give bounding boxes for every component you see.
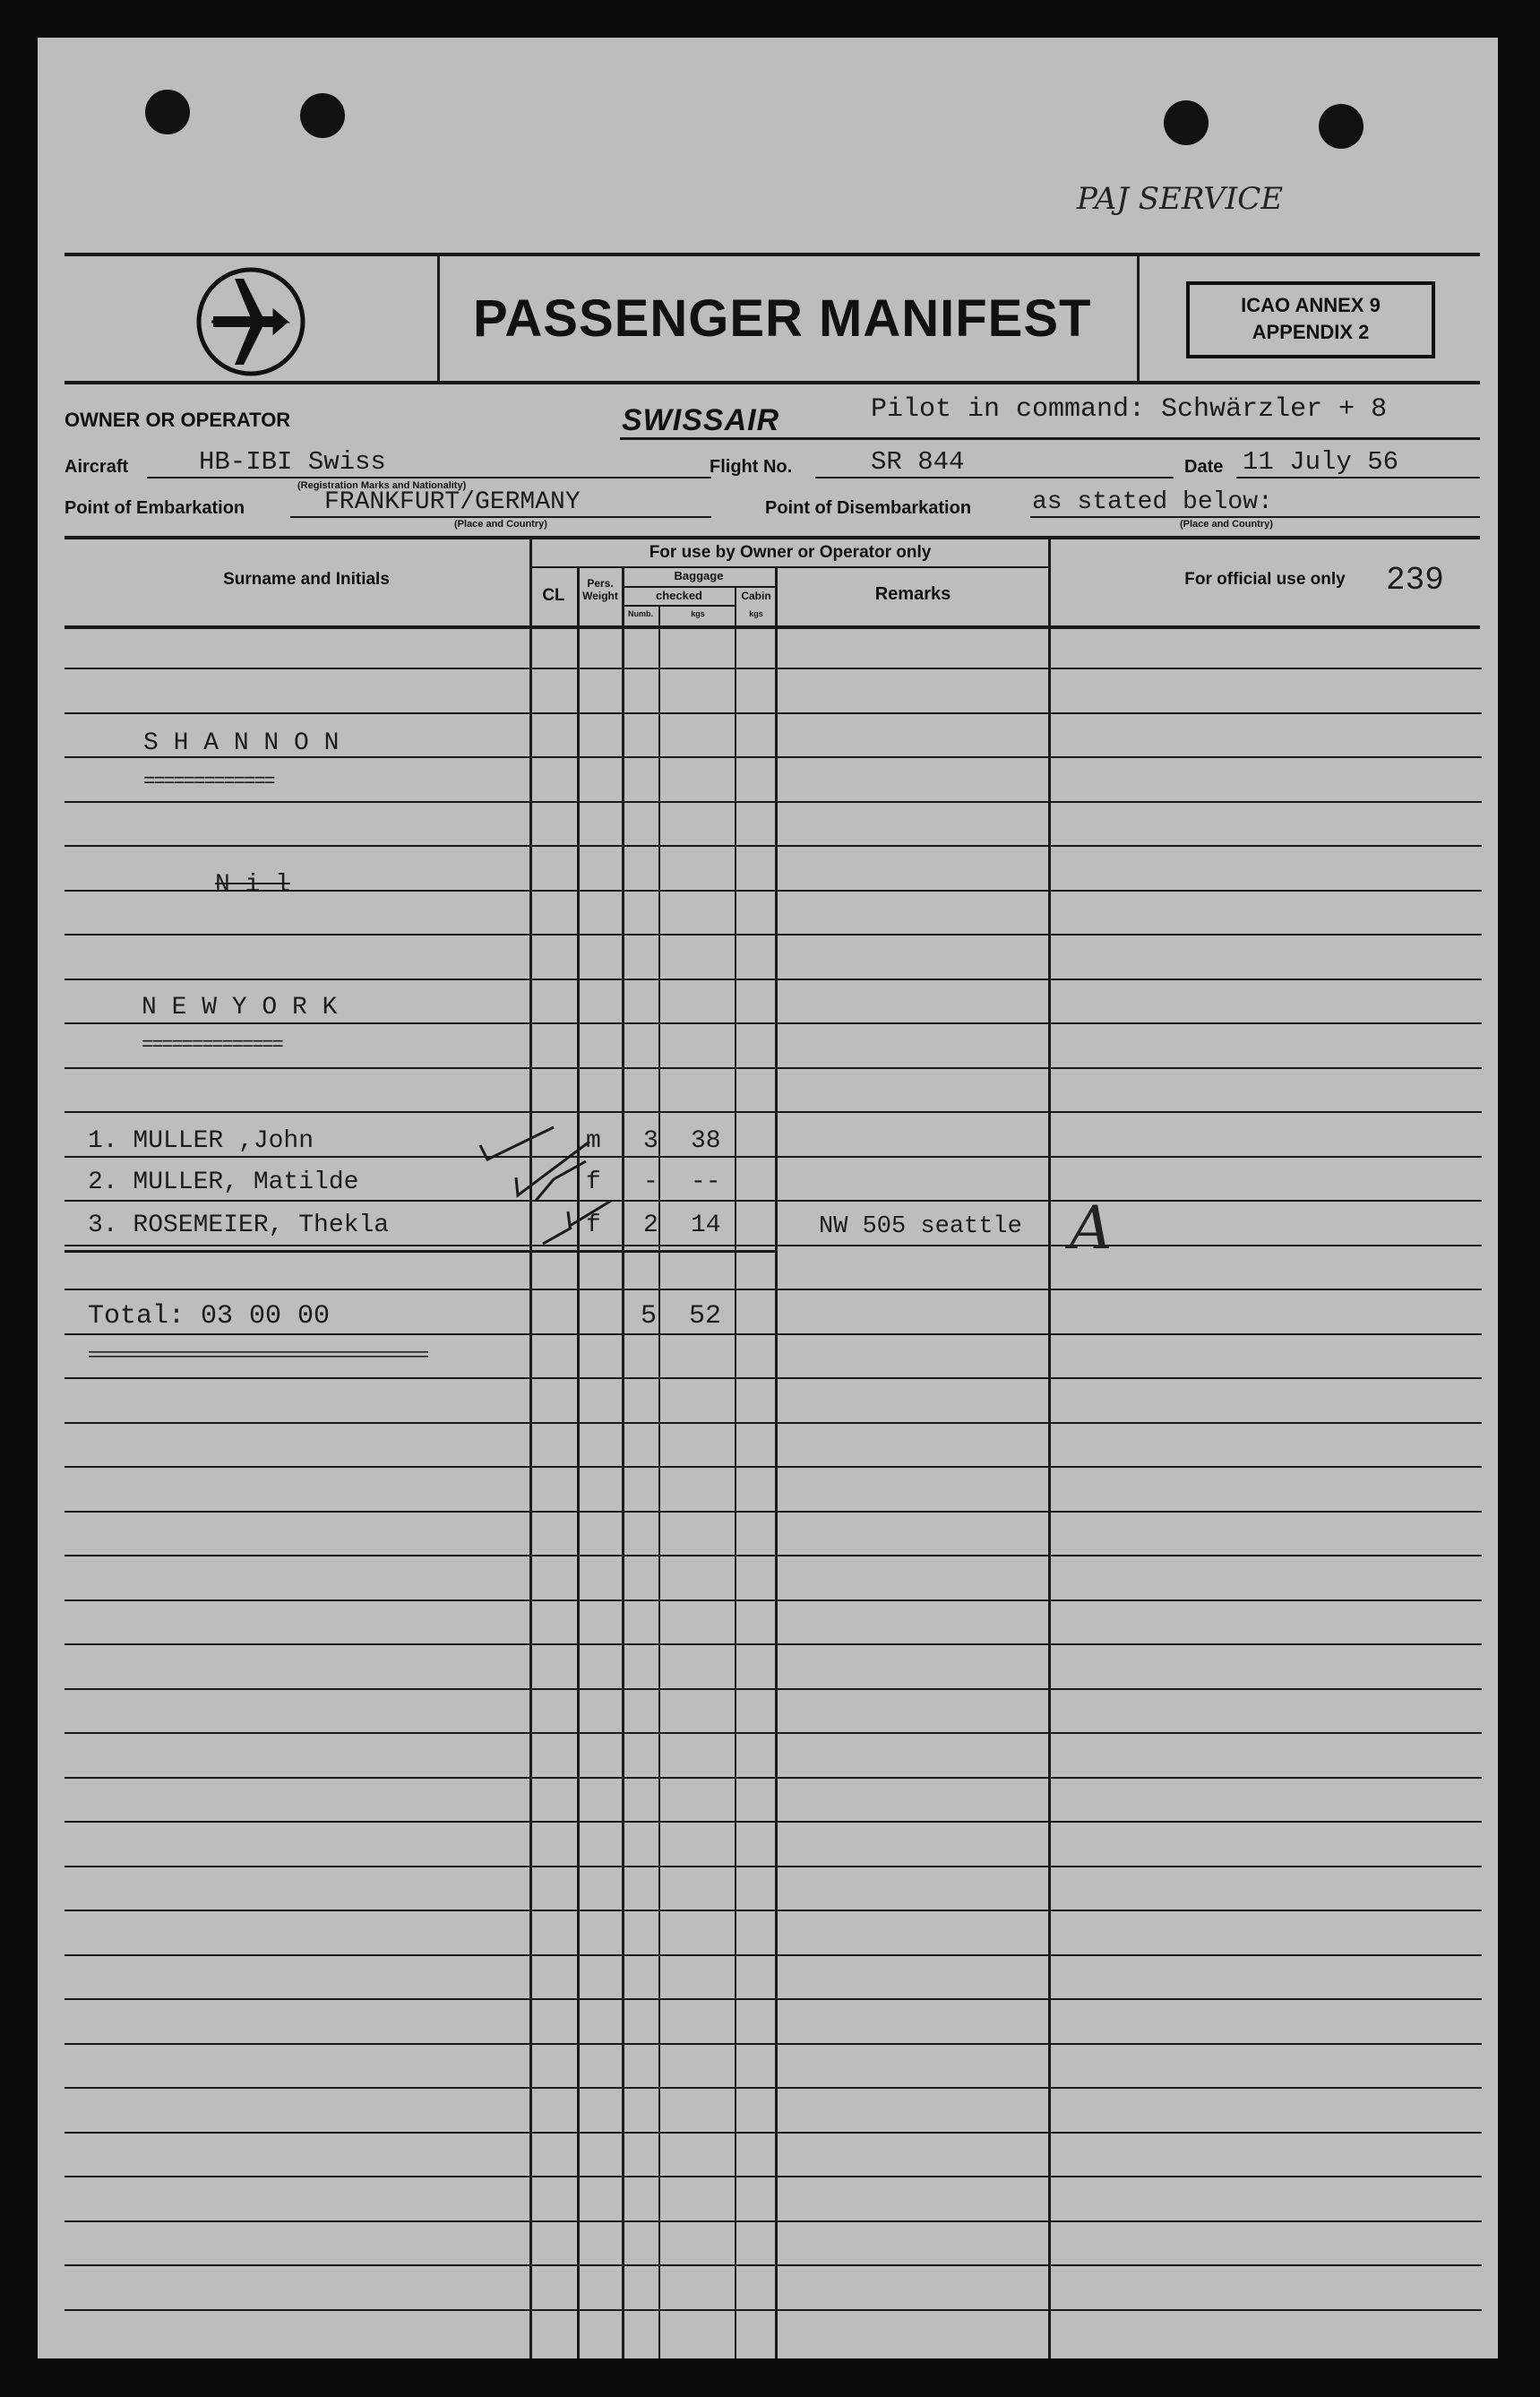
embarkation-value: FRANKFURT/GERMANY [324, 488, 581, 516]
row-rule [65, 1643, 1482, 1645]
total-underline: ========================================== [88, 1346, 427, 1367]
row-rule [65, 1511, 1482, 1513]
row-rule [65, 1289, 1482, 1290]
flight-rule [815, 477, 1174, 479]
owner-use-rule [530, 566, 1050, 568]
row-rule [65, 2220, 1482, 2222]
remarks-header: Remarks [874, 584, 951, 604]
embarkation-rule [290, 516, 711, 518]
row-rule [65, 934, 1482, 936]
owner-label: OWNER OR OPERATOR [65, 409, 291, 431]
row-rule [65, 1333, 1482, 1335]
icao-box [1186, 281, 1435, 358]
header-divider [437, 256, 440, 381]
stop-first: S H A N N O N [143, 729, 340, 757]
date-rule [1236, 477, 1480, 479]
disembarkation-rule [1030, 516, 1480, 518]
checked-rule [623, 605, 736, 607]
header-divider [1137, 256, 1140, 381]
punch-hole [1319, 104, 1364, 149]
pers-weight-header: Pers. Weight [582, 577, 618, 602]
embarkation-sublabel: (Place and Country) [454, 519, 547, 530]
checked-header: checked [655, 589, 703, 602]
table-head-rule [65, 625, 1480, 629]
column-rule [577, 568, 580, 2358]
passenger-bag-count: 3 [643, 1127, 658, 1155]
row-rule [65, 979, 1482, 980]
passenger-name: 1. MULLER ,John [88, 1127, 314, 1155]
baggage-rule [623, 586, 775, 588]
disembarkation-value: as stated below: [1032, 488, 1273, 516]
passenger-bag-kgs: 14 [691, 1211, 721, 1239]
total-bag-count: 5 [641, 1301, 658, 1332]
corner-note: PAJ SERVICE [1077, 181, 1284, 217]
row-rule [65, 2264, 1482, 2266]
row-rule [65, 2309, 1482, 2311]
aircraft-value: HB-IBI Swiss [199, 447, 386, 477]
page-title: PASSENGER MANIFEST [473, 289, 1092, 348]
row-rule [65, 1998, 1482, 2000]
column-rule [658, 606, 660, 2358]
airplane-logo-icon [195, 266, 306, 377]
row-rule [65, 1067, 1482, 1069]
passenger-bag-count: 2 [643, 1211, 658, 1239]
header-bottom-rule [65, 381, 1480, 384]
punch-hole [1164, 100, 1209, 145]
kgs-header: kgs [691, 609, 705, 618]
punch-hole [145, 90, 190, 134]
row-rule [65, 712, 1482, 714]
passenger-underline [65, 1250, 777, 1253]
pilot-in-command: Pilot in command: Schwärzler + 8 [871, 394, 1388, 425]
row-rule [65, 2176, 1482, 2177]
row-rule [65, 1156, 1482, 1158]
cabin-kgs-header: kgs [749, 609, 763, 618]
row-rule [65, 1777, 1482, 1779]
table-top-rule [65, 536, 1480, 539]
row-rule [65, 1732, 1482, 1734]
passenger-sex: f [586, 1211, 601, 1239]
remark-mark: A [1070, 1194, 1113, 1263]
row-rule [65, 1466, 1482, 1468]
aircraft-rule [147, 477, 711, 479]
embarkation-label: Point of Embarkation [65, 498, 245, 518]
stop-second: N E W Y O R K [142, 994, 338, 1022]
row-rule [65, 1245, 1482, 1246]
passenger-name: 3. ROSEMEIER, Thekla [88, 1211, 390, 1239]
passenger-remarks: NW 505 seattle [819, 1213, 1022, 1240]
row-rule [65, 1377, 1482, 1379]
manifest-sheet [38, 38, 1498, 2358]
passenger-sex: m [586, 1127, 601, 1155]
row-rule [65, 1954, 1482, 1956]
baggage-header: Baggage [674, 569, 724, 582]
stop-first-underline: ============= [143, 771, 274, 793]
surname-header: Surname and Initials [223, 570, 390, 589]
disembarkation-label: Point of Disembarkation [765, 498, 972, 518]
row-rule [65, 1821, 1482, 1823]
disembarkation-sublabel: (Place and Country) [1180, 519, 1273, 530]
row-rule [65, 1022, 1482, 1024]
passenger-bag-kgs: -- [691, 1168, 721, 1196]
row-rule [65, 1688, 1482, 1690]
stop-first-nil: N i l [215, 871, 291, 899]
row-rule [65, 1111, 1482, 1113]
aircraft-label: Aircraft [65, 457, 129, 477]
passenger-bag-kgs: 38 [691, 1127, 721, 1155]
punch-hole [300, 93, 345, 138]
icao-line: APPENDIX 2 [1252, 321, 1370, 343]
header-top-rule [65, 253, 1480, 256]
numb-header: Numb. [628, 609, 653, 618]
total-bag-kgs: 52 [689, 1301, 722, 1332]
operator-rule [620, 437, 1480, 440]
passenger-name: 2. MULLER, Matilde [88, 1168, 359, 1196]
column-rule [735, 586, 736, 2358]
row-rule [65, 2132, 1482, 2134]
row-rule [65, 1866, 1482, 1867]
row-rule [65, 1422, 1482, 1424]
flight-date: 11 July 56 [1243, 447, 1399, 477]
flight-number: SR 844 [871, 447, 965, 477]
row-rule [65, 801, 1482, 803]
column-rule [529, 539, 532, 2358]
column-rule [1048, 539, 1051, 2358]
flight-label: Flight No. [710, 457, 793, 477]
aircraft-sublabel: (Registration Marks and Nationality) [297, 480, 467, 491]
icao-line: ICAO ANNEX 9 [1241, 294, 1381, 316]
cabin-header: Cabin [741, 590, 771, 602]
passenger-sex: f [586, 1168, 601, 1196]
row-rule [65, 2087, 1482, 2089]
row-rule [65, 845, 1482, 847]
date-label: Date [1184, 457, 1224, 477]
row-rule [65, 1555, 1482, 1556]
total-label: Total: 03 00 00 [88, 1301, 331, 1332]
cl-header: CL [542, 586, 565, 605]
row-rule [65, 1599, 1482, 1601]
official-number: 239 [1386, 562, 1444, 599]
stop-second-underline: ============== [142, 1034, 282, 1056]
official-use-header: For official use only [1184, 570, 1346, 589]
owner-use-header: For use by Owner or Operator only [649, 543, 932, 562]
row-rule [65, 2043, 1482, 2045]
row-rule [65, 1910, 1482, 1911]
check-marks-icon [468, 1086, 629, 1256]
column-rule [775, 568, 778, 2358]
airline-name: SWISSAIR [622, 403, 780, 437]
passenger-bag-count: - [643, 1168, 658, 1196]
row-rule [65, 1200, 1482, 1202]
row-rule [65, 668, 1482, 669]
column-rule [622, 568, 624, 2358]
